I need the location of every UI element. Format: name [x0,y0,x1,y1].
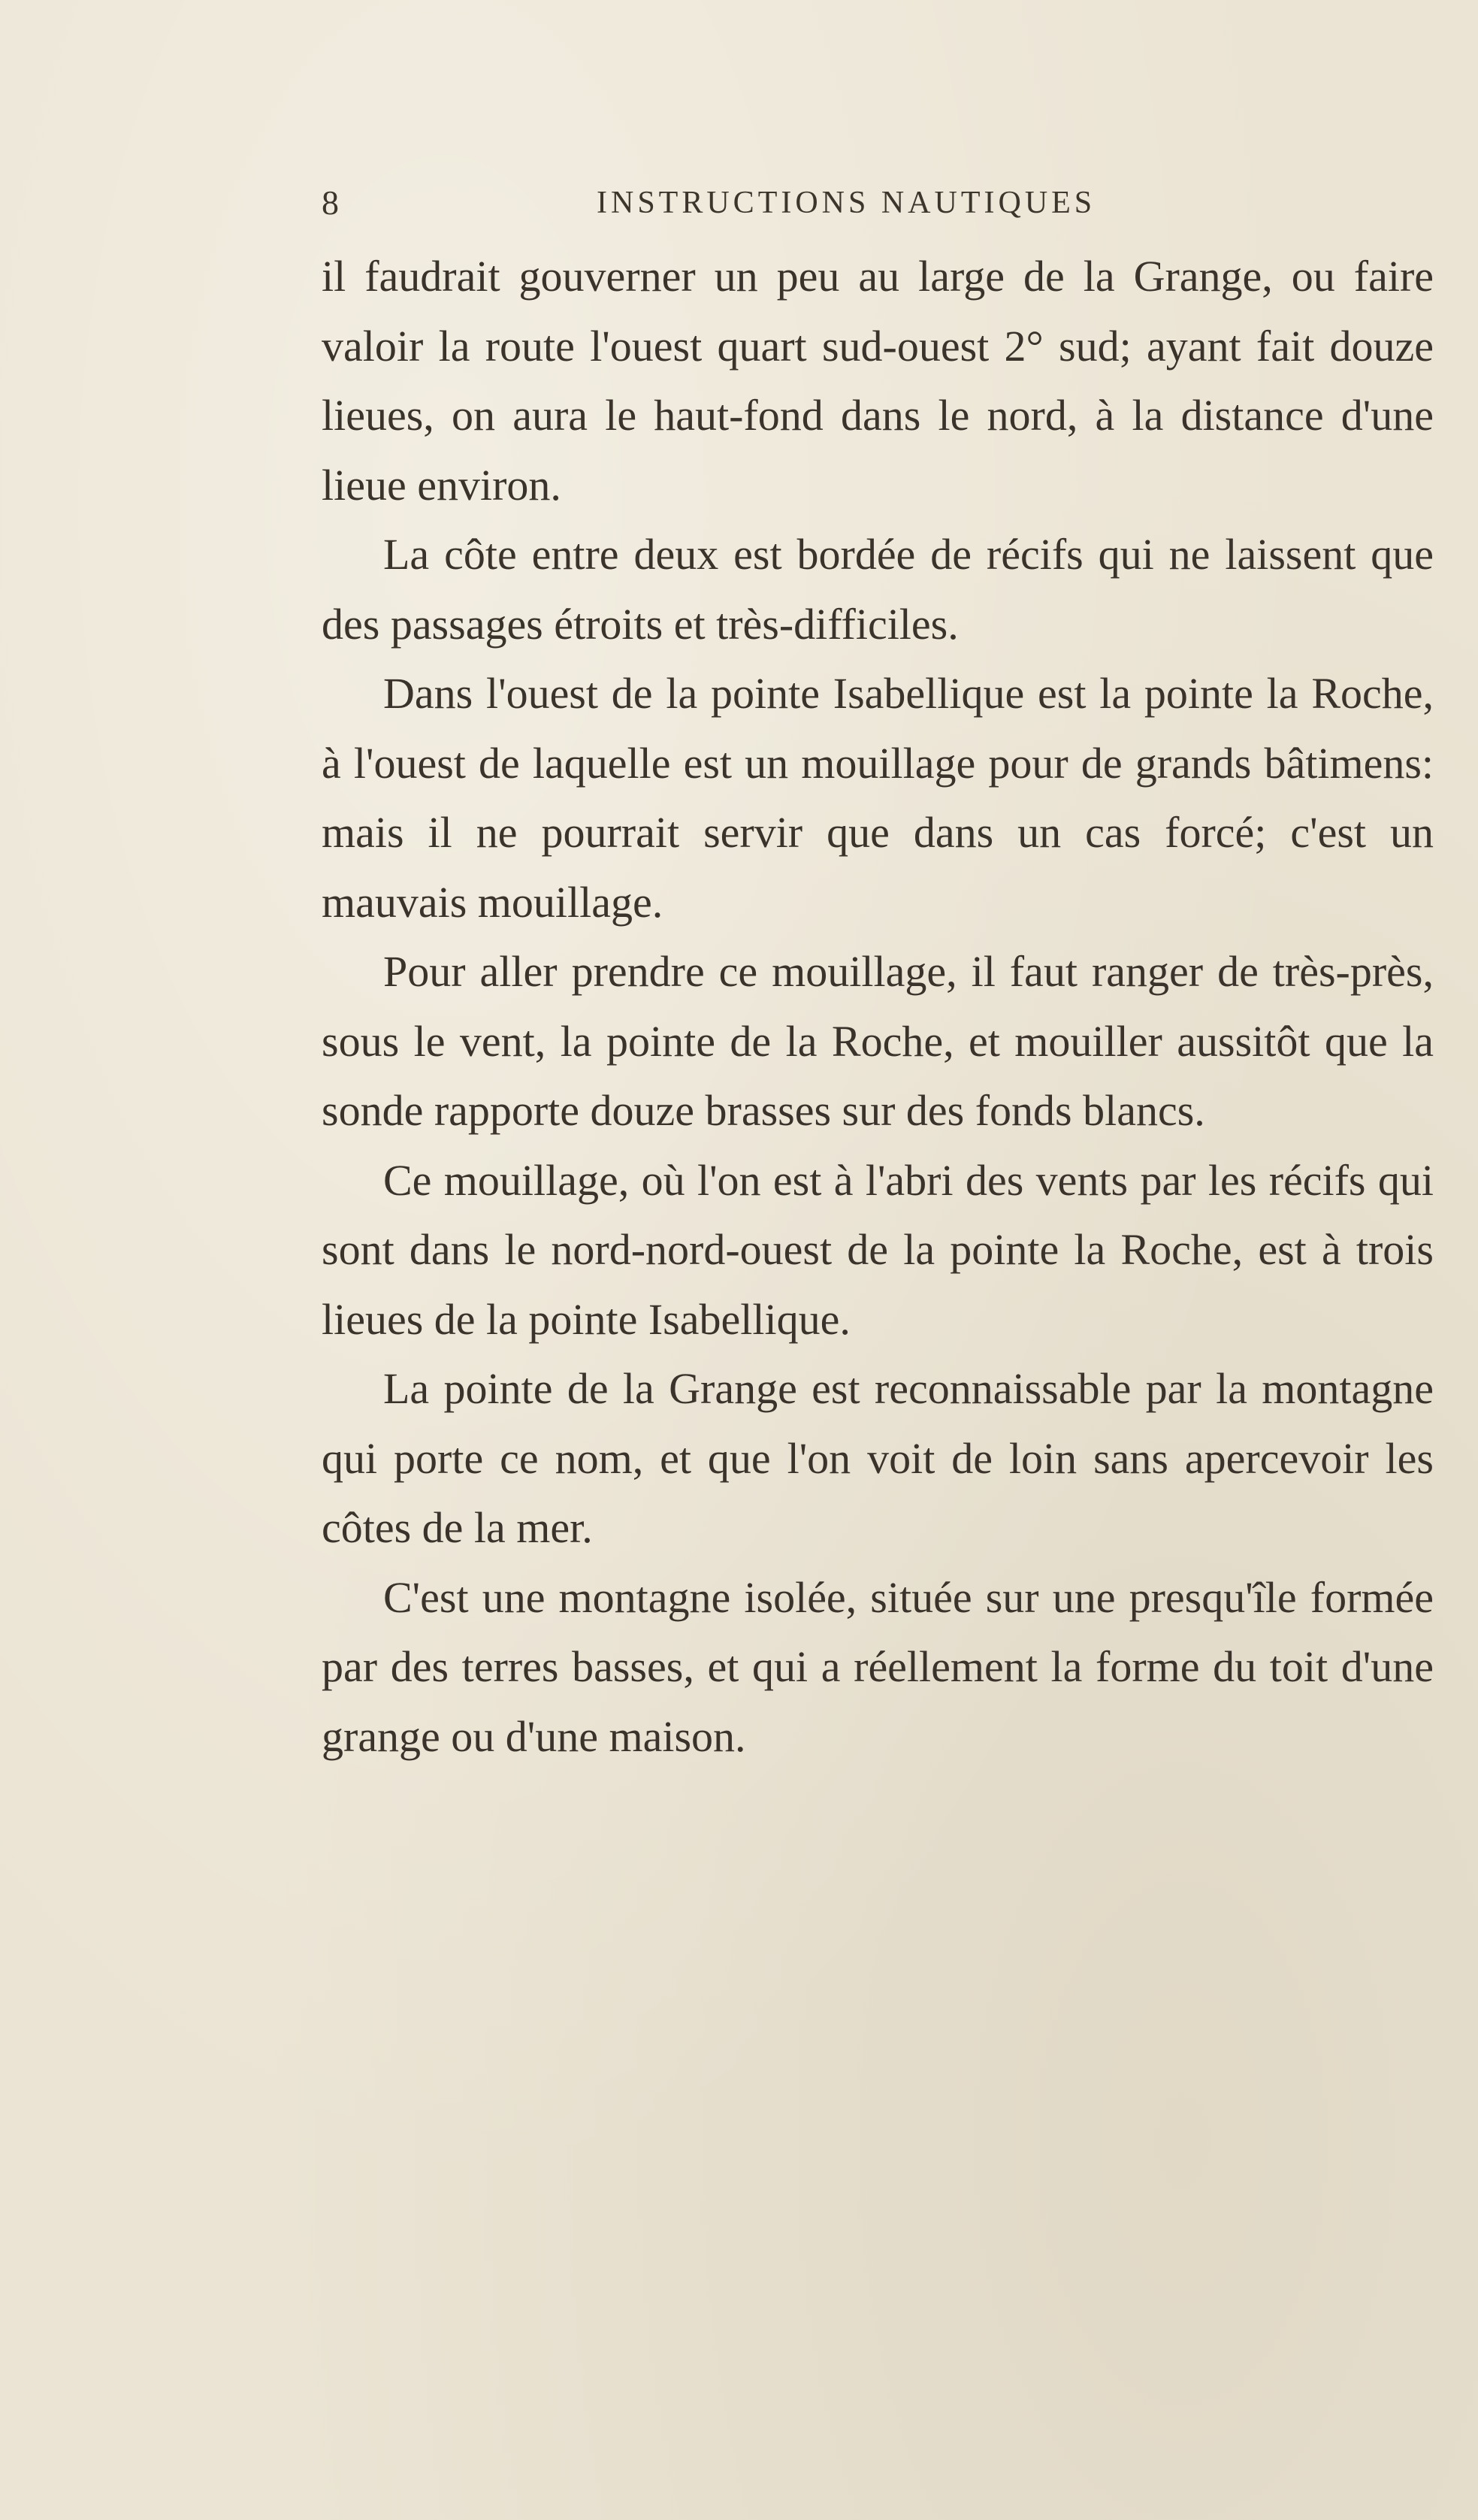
paragraph: La pointe de la Grange est reconnaissable par la montagne qui porte ce nom, et que l'on voit de loin sans apercevoir les côtes de la mer. [322,1364,1434,1552]
page-number: 8 [322,183,339,222]
running-head [322,177,1434,229]
paragraph: C'est une montagne isolée, située sur une presqu'île formée par des terres basses, et qui a réellement la forme du toit d'une grange ou d'une maison. [322,1572,1434,1761]
paragraph: Ce mouillage, où l'on est à l'abri des vents par les récifs qui sont dans le nord-nord-ouest de la pointe la Roche, est à trois lieues de la pointe Isabellique. [322,1155,1434,1344]
paragraph: La côte entre deux est bordée de récifs qui ne laissent que des passages étroits et très-difficiles. [322,530,1434,649]
paragraph: Pour aller prendre ce mouillage, il faut ranger de très-près, sous le vent, la pointe de la Roche, et mouiller aussitôt que la sonde rapporte douze brasses sur des fonds blancs. [322,947,1434,1135]
paragraph: Dans l'ouest de la pointe Isabellique est la pointe la Roche, à l'ouest de laquelle est un mouillage pour de grands bâtimens: mais il ne pourrait servir que dans un cas forcé; c'est un mauvais mouillage. [322,669,1434,927]
body-text [322,242,1434,1771]
paragraph-continued: il faudrait gouverner un peu au large de la Grange, ou faire valoir la route l'ouest quart sud-ouest 2° sud; ayant fait douze lieues, on aura le haut-fond dans le nord, à la distance d'une lieue environ. [322,252,1434,510]
running-title: INSTRUCTIONS NAUTIQUES [597,186,1096,220]
